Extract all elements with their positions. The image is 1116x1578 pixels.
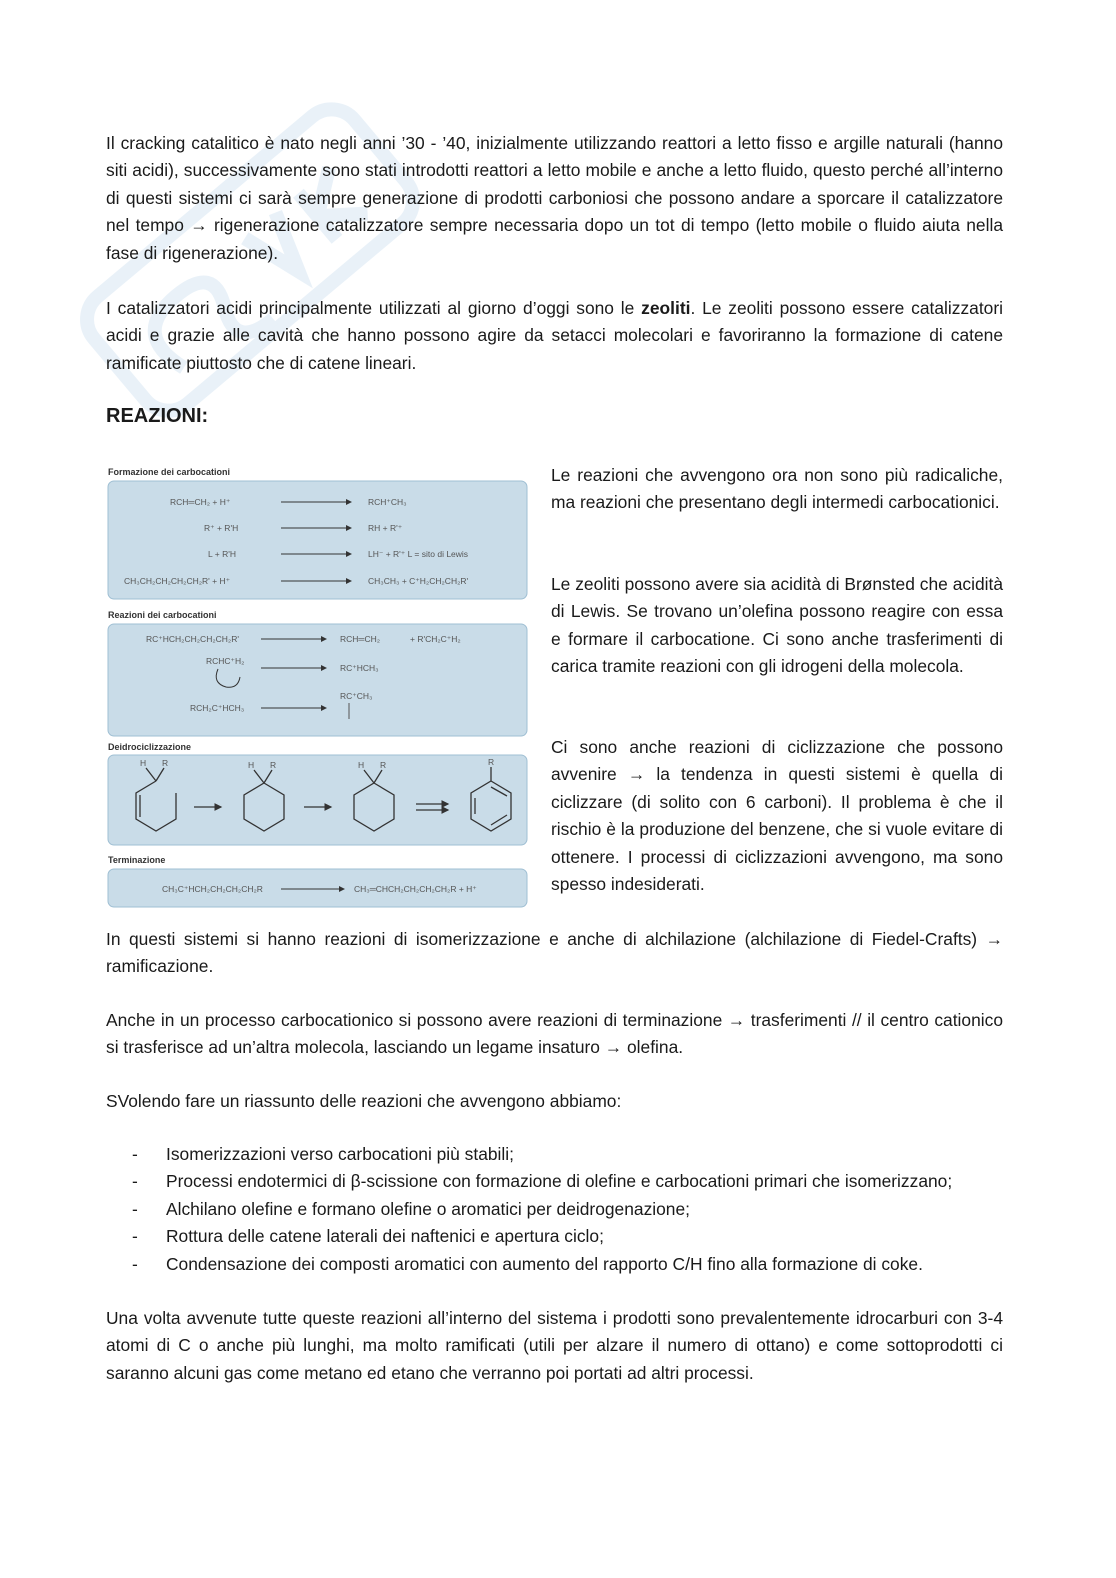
fig-r2a: R⁺ + R'H <box>204 523 239 533</box>
paragraph-isomerizzazione: In questi sistemi si hanno reazioni di isomerizzazione e anche di alchilazione (alchilazione di Fiedel-Crafts) → ramificazione. <box>106 929 1003 977</box>
svg-text:R: R <box>488 757 495 767</box>
fig-r1b: RCH⁺CH₃ <box>368 497 407 507</box>
paragraph-riassunto: SVolendo fare un riassunto delle reazioni che avvengono abbiamo: <box>106 1091 622 1111</box>
list-item: - Rottura delle catene laterali dei naftenici e apertura ciclo; <box>132 1226 604 1247</box>
side-paragraph-1: Le reazioni che avvengono ora non sono più radicaliche, ma reazioni che presentano degli intermedi carbocationici. <box>551 465 1003 513</box>
paragraph-zeoliti <box>106 295 1003 377</box>
paragraph-zeoliti-a: I catalizzatori acidi principalmente utilizzati al giorno d’oggi sono le <box>106 298 642 318</box>
svg-text:H: H <box>140 758 147 768</box>
fig-r8b: CH₃═CHCH₂CH₂CH₂CH₂R + H⁺ <box>354 884 477 894</box>
panel-deidrociclizzazione <box>108 755 527 845</box>
fig-r6a: RCHC⁺H₂ <box>206 656 245 666</box>
fig-section-deidrociclizzazione: Deidrociclizzazione <box>108 742 192 752</box>
paragraph-conclusione: Una volta avvenute tutte queste reazioni all’interno del sistema i prodotti sono prevalentemente idrocarburi con 3-4 atomi di C o anche più lunghi, ma molto ramificati (utili per alzare il numero di ottano) e come sottoprodotti ci saranno alcuni gas come metano ed etano che verranno poi portati ad altri processi. <box>106 1308 1003 1383</box>
fig-r3b: LH⁻ + R'⁺ L = sito di Lewis <box>368 549 469 559</box>
side-paragraph-2: Le zeoliti possono avere sia acidità di Brønsted che acidità di Lewis. Se trovano un’olefina possono reagire con essa e formare il carbocatione. Ci sono anche trasferimenti di carica tramite reazioni con gli idrogeni della molecola. <box>551 574 1003 677</box>
svg-text:H: H <box>248 760 255 770</box>
list-item: - Isomerizzazioni verso carbocationi più stabili; <box>132 1144 514 1164</box>
fig-r1a: RCH═CH₂ + H⁺ <box>170 497 231 507</box>
fig-r4b: CH₃CH₃ + C⁺H₂CH₂CH₂R' <box>368 576 469 586</box>
paragraph-terminazione: Anche in un processo carbocationico si possono avere reazioni di terminazione → trasferimenti // il centro cationico si trasferisce ad un’altra molecola, lasciando un legame insaturo → olefina. <box>106 1010 1003 1058</box>
list-item: - Alchilano olefine e formano olefine o aromatici per deidrogenazione; <box>132 1198 690 1219</box>
fig-r7a: RCH₂C⁺HCH₃ <box>190 703 245 713</box>
list-item: - Processi endotermici di β-scissione con formazione di olefine e carbocationi primari che isomerizzano; <box>132 1171 953 1192</box>
zeoliti-bold: zeoliti <box>641 298 691 318</box>
svg-text:R: R <box>380 760 387 770</box>
fig-r8a: CH₃C⁺HCH₂CH₂CH₂CH₂R <box>162 884 263 894</box>
fig-section-terminazione: Terminazione <box>108 855 166 865</box>
paragraph-intro: Il cracking catalitico è nato negli anni ’30 - ’40, inizialmente utilizzando reattori a letto fisso e argille naturali (hanno siti acidi), successivamente sono stati introdotti reattori a letto mobile e anche a letto fluido, questo perché all’interno di questi sistemi ci sarà sempre generazione di prodotti carboniosi che possono andare a sporcare il catalizzatore nel tempo → rigenerazione catalizzatore sempre necessaria dopo un tot di tempo (letto mobile o fluido aiuta nella fase di rigenerazione). <box>106 133 1003 263</box>
svg-text:H: H <box>358 760 365 770</box>
fig-r5a: RC⁺HCH₂CH₂CH₂CH₂R' <box>146 634 239 644</box>
paragraph-zeoliti-b: . Le zeoliti possono essere catalizzatori acidi e grazie alle cavità che hanno possono agire da setacci molecolari e favoriranno la formazione di catene ramificate piuttosto che di catene lineari. <box>106 298 1003 373</box>
fig-section-formazione: Formazione dei carbocationi <box>108 467 231 477</box>
reaction-scheme-figure <box>106 463 529 909</box>
side-paragraph-3: Ci sono anche reazioni di ciclizzazione che possono avvenire → la tendenza in questi sistemi è quella di ciclizzare (di solito con 6 carboni). Il problema è che il rischio è la produzione del benzene, che si vuole evitare di ottenere. I processi di ciclizzazioni avvengono, ma sono spesso indesiderati. <box>551 737 1003 895</box>
svg-text:R: R <box>162 758 169 768</box>
fig-r5b: RCH═CH₂ <box>340 634 381 644</box>
reaction-summary-list <box>106 1141 1016 1278</box>
fig-r6b: RC⁺HCH₃ <box>340 663 379 673</box>
section-heading: REAZIONI: <box>106 405 209 427</box>
fig-r7b: RC⁺CH₃ <box>340 691 373 701</box>
fig-r2b: RH + R'⁺ <box>368 523 403 533</box>
fig-r3a: L + R'H <box>208 549 236 559</box>
list-item: - Condensazione dei composti aromatici con aumento del rapporto C/H fino alla formazione di coke. <box>132 1253 923 1274</box>
fig-r5c: + R'CH₂C⁺H₂ <box>410 634 461 644</box>
fig-section-reazioni: Reazioni dei carbocationi <box>108 610 217 620</box>
fig-r4a: CH₃CH₂CH₂CH₂CH₂R' + H⁺ <box>124 576 231 586</box>
svg-text:R: R <box>270 760 277 770</box>
